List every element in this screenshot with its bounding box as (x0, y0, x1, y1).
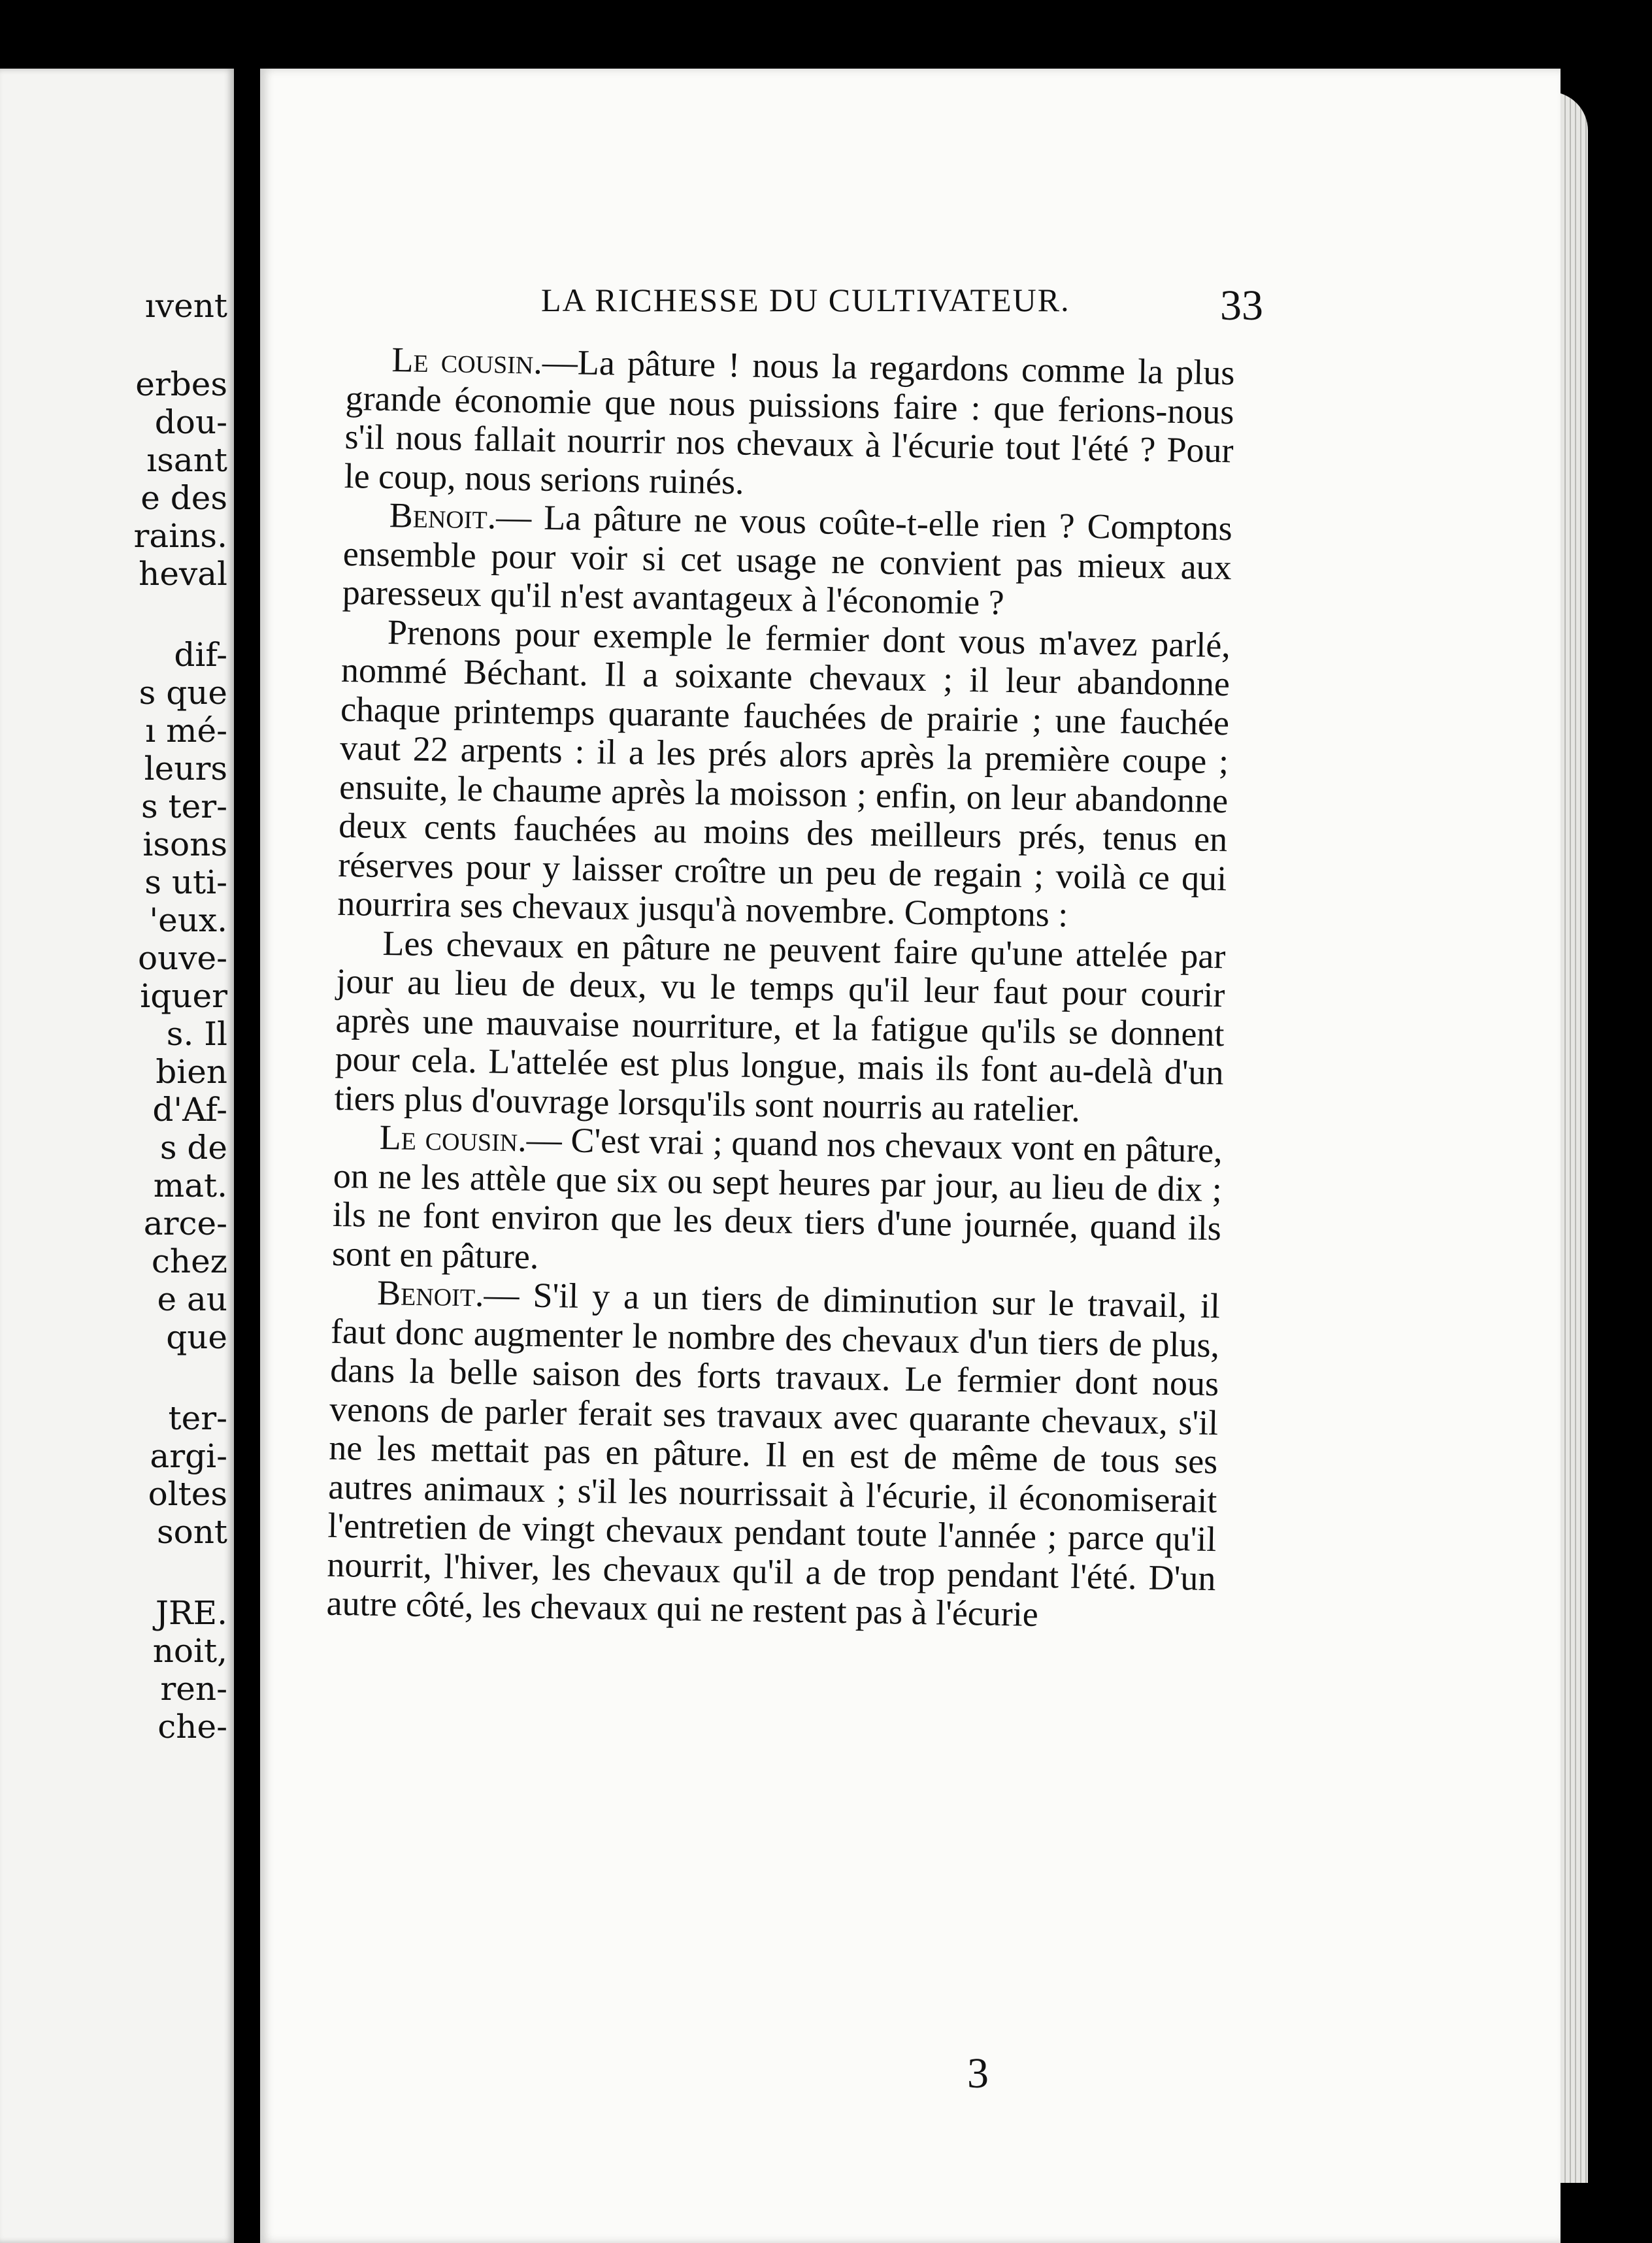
paragraph (334, 923, 1226, 1131)
left-page-fragment: argi- (150, 1437, 227, 1475)
paragraph (344, 340, 1235, 509)
speaker-label: Le cousin. (379, 1117, 527, 1159)
left-page-fragment: que (166, 1318, 227, 1356)
left-page-fragment: s ter- (140, 788, 227, 825)
left-page-fragment: heval (139, 555, 227, 593)
left-page-fragment: ouve- (137, 939, 227, 977)
paragraph (326, 1273, 1220, 1637)
left-page-fragment: 'eux. (149, 901, 227, 939)
left-page-fragment: erbes (135, 365, 227, 403)
left-page-fragment: dou- (154, 403, 227, 441)
left-page-fragment: dif- (174, 636, 227, 674)
left-page-fragment: chez (151, 1242, 227, 1280)
paragraph-text: — C'est vrai ; quand nos chevaux vont en pâture, on ne les attèle que six ou sept heures par jour, au lieu de dix ; ils ne font environ que les deux tiers d'une journée, quand ils sont en pâture. (331, 1120, 1223, 1276)
page-header (541, 281, 1263, 329)
left-page-fragment: ren- (160, 1670, 227, 1708)
left-page-fragment: oltes (148, 1475, 227, 1513)
left-page-fragment: s de (159, 1129, 227, 1167)
left-facing-page (0, 69, 234, 2243)
speaker-label: Benoit. (389, 495, 497, 537)
left-page-fragment: bien (156, 1053, 227, 1091)
signature-mark: 3 (967, 2050, 989, 2097)
paragraph (342, 495, 1232, 626)
paragraph (332, 1118, 1223, 1287)
paragraph (337, 612, 1231, 937)
paragraph-text: Les chevaux en pâture ne peuvent faire qu'une attelée par jour au lieu de deux, vu le temps qu'il leur faut pour courir après une mauvaise nourriture, et la fatigue qu'ils se donnent pour cela. L'attelée est plus longue, mais ils font au-delà d'un tiers plus d'ouvrage lorsqu'ils sont nourris au ratelier. (334, 923, 1226, 1129)
paragraph-text: —La pâture ! nous la regardons comme la plus grande économie que nous puissions faire : que ferions-nous s'il nous fallait nourrir nos chevaux à l'écurie tout l'été ? Pour le coup, nous serions ruinés. (344, 342, 1235, 502)
left-page-fragment: iquer (140, 977, 227, 1015)
left-page-fragment: ı mé- (145, 712, 227, 750)
left-page-fragment: ıvent (144, 287, 227, 325)
left-page-fragment: sont (156, 1513, 227, 1551)
left-page-fragment: isons (142, 825, 227, 863)
left-page-fragment: e des (140, 479, 227, 517)
left-page-fragment: che- (157, 1708, 227, 1746)
left-page-fragment: s que (139, 674, 227, 712)
left-page-fragment: JRE. (155, 1594, 227, 1632)
left-page-fragment: noit, (152, 1632, 227, 1670)
left-page-fragment: rains. (133, 517, 227, 555)
left-page-fragment: s uti- (144, 863, 227, 901)
left-page-fragment: ter- (168, 1399, 227, 1437)
left-page-fragment: mat. (153, 1167, 227, 1205)
left-page-fragment: s. Il (166, 1015, 227, 1053)
speaker-label: Benoit. (376, 1272, 485, 1314)
page-number: 33 (1220, 282, 1263, 329)
left-page-fragment: d'Af- (152, 1091, 227, 1129)
paragraph-text: — S'il y a un tiers de diminution sur le travail, il faut donc augmenter le nombre des chevaux d'un tiers de plus, dans la belle saison des forts travaux. Le fermier dont nous venons de parler ferait ses travaux avec quarante chevaux, s'il ne les mettait pas en pâture. Il en est de même de tous ses autres animaux ; s'il les nourrissait à l'écurie, il économiserait l'entretien de vingt chevaux pendant toute l'année ; parce qu'il nourrit, l'hiver, les chevaux qu'il a de trop pendant l'été. D'un autre côté, les chevaux qui ne restent pas à l'écurie (326, 1274, 1221, 1634)
left-page-fragment: e au (157, 1280, 227, 1318)
paragraph-text: — La pâture ne vous coûte-t-elle rien ? Comptons ensemble pour voir si cet usage ne convient pas mieux aux paresseux qu'il n'est avantageux à l'économie ? (342, 497, 1233, 622)
paragraph-text: Prenons pour exemple le fermier dont vous m'avez parlé, nommé Béchant. Il a soixante chevaux ; il leur abandonne chaque printemps quarante fauchées de prairie ; une fauchée vaut 22 arpents : il a les prés alors après la première coupe ; ensuite, le chaume après la moisson ; enfin, on leur abandonne deux cents fauchées au moins des meilleurs prés, tenus en réserves pour y laisser croître un peu de regain ; voilà ce qui nourrira ses chevaux jusqu'à novembre. Comptons : (337, 612, 1231, 935)
left-page-fragment: leurs (144, 750, 227, 788)
left-page-fragment: arce- (143, 1205, 227, 1242)
left-page-fragment: ısant (146, 441, 227, 479)
speaker-label: Le cousin. (391, 340, 543, 382)
body-text (326, 340, 1235, 1637)
running-head: LA RICHESSE DU CULTIVATEUR. (541, 282, 1070, 318)
